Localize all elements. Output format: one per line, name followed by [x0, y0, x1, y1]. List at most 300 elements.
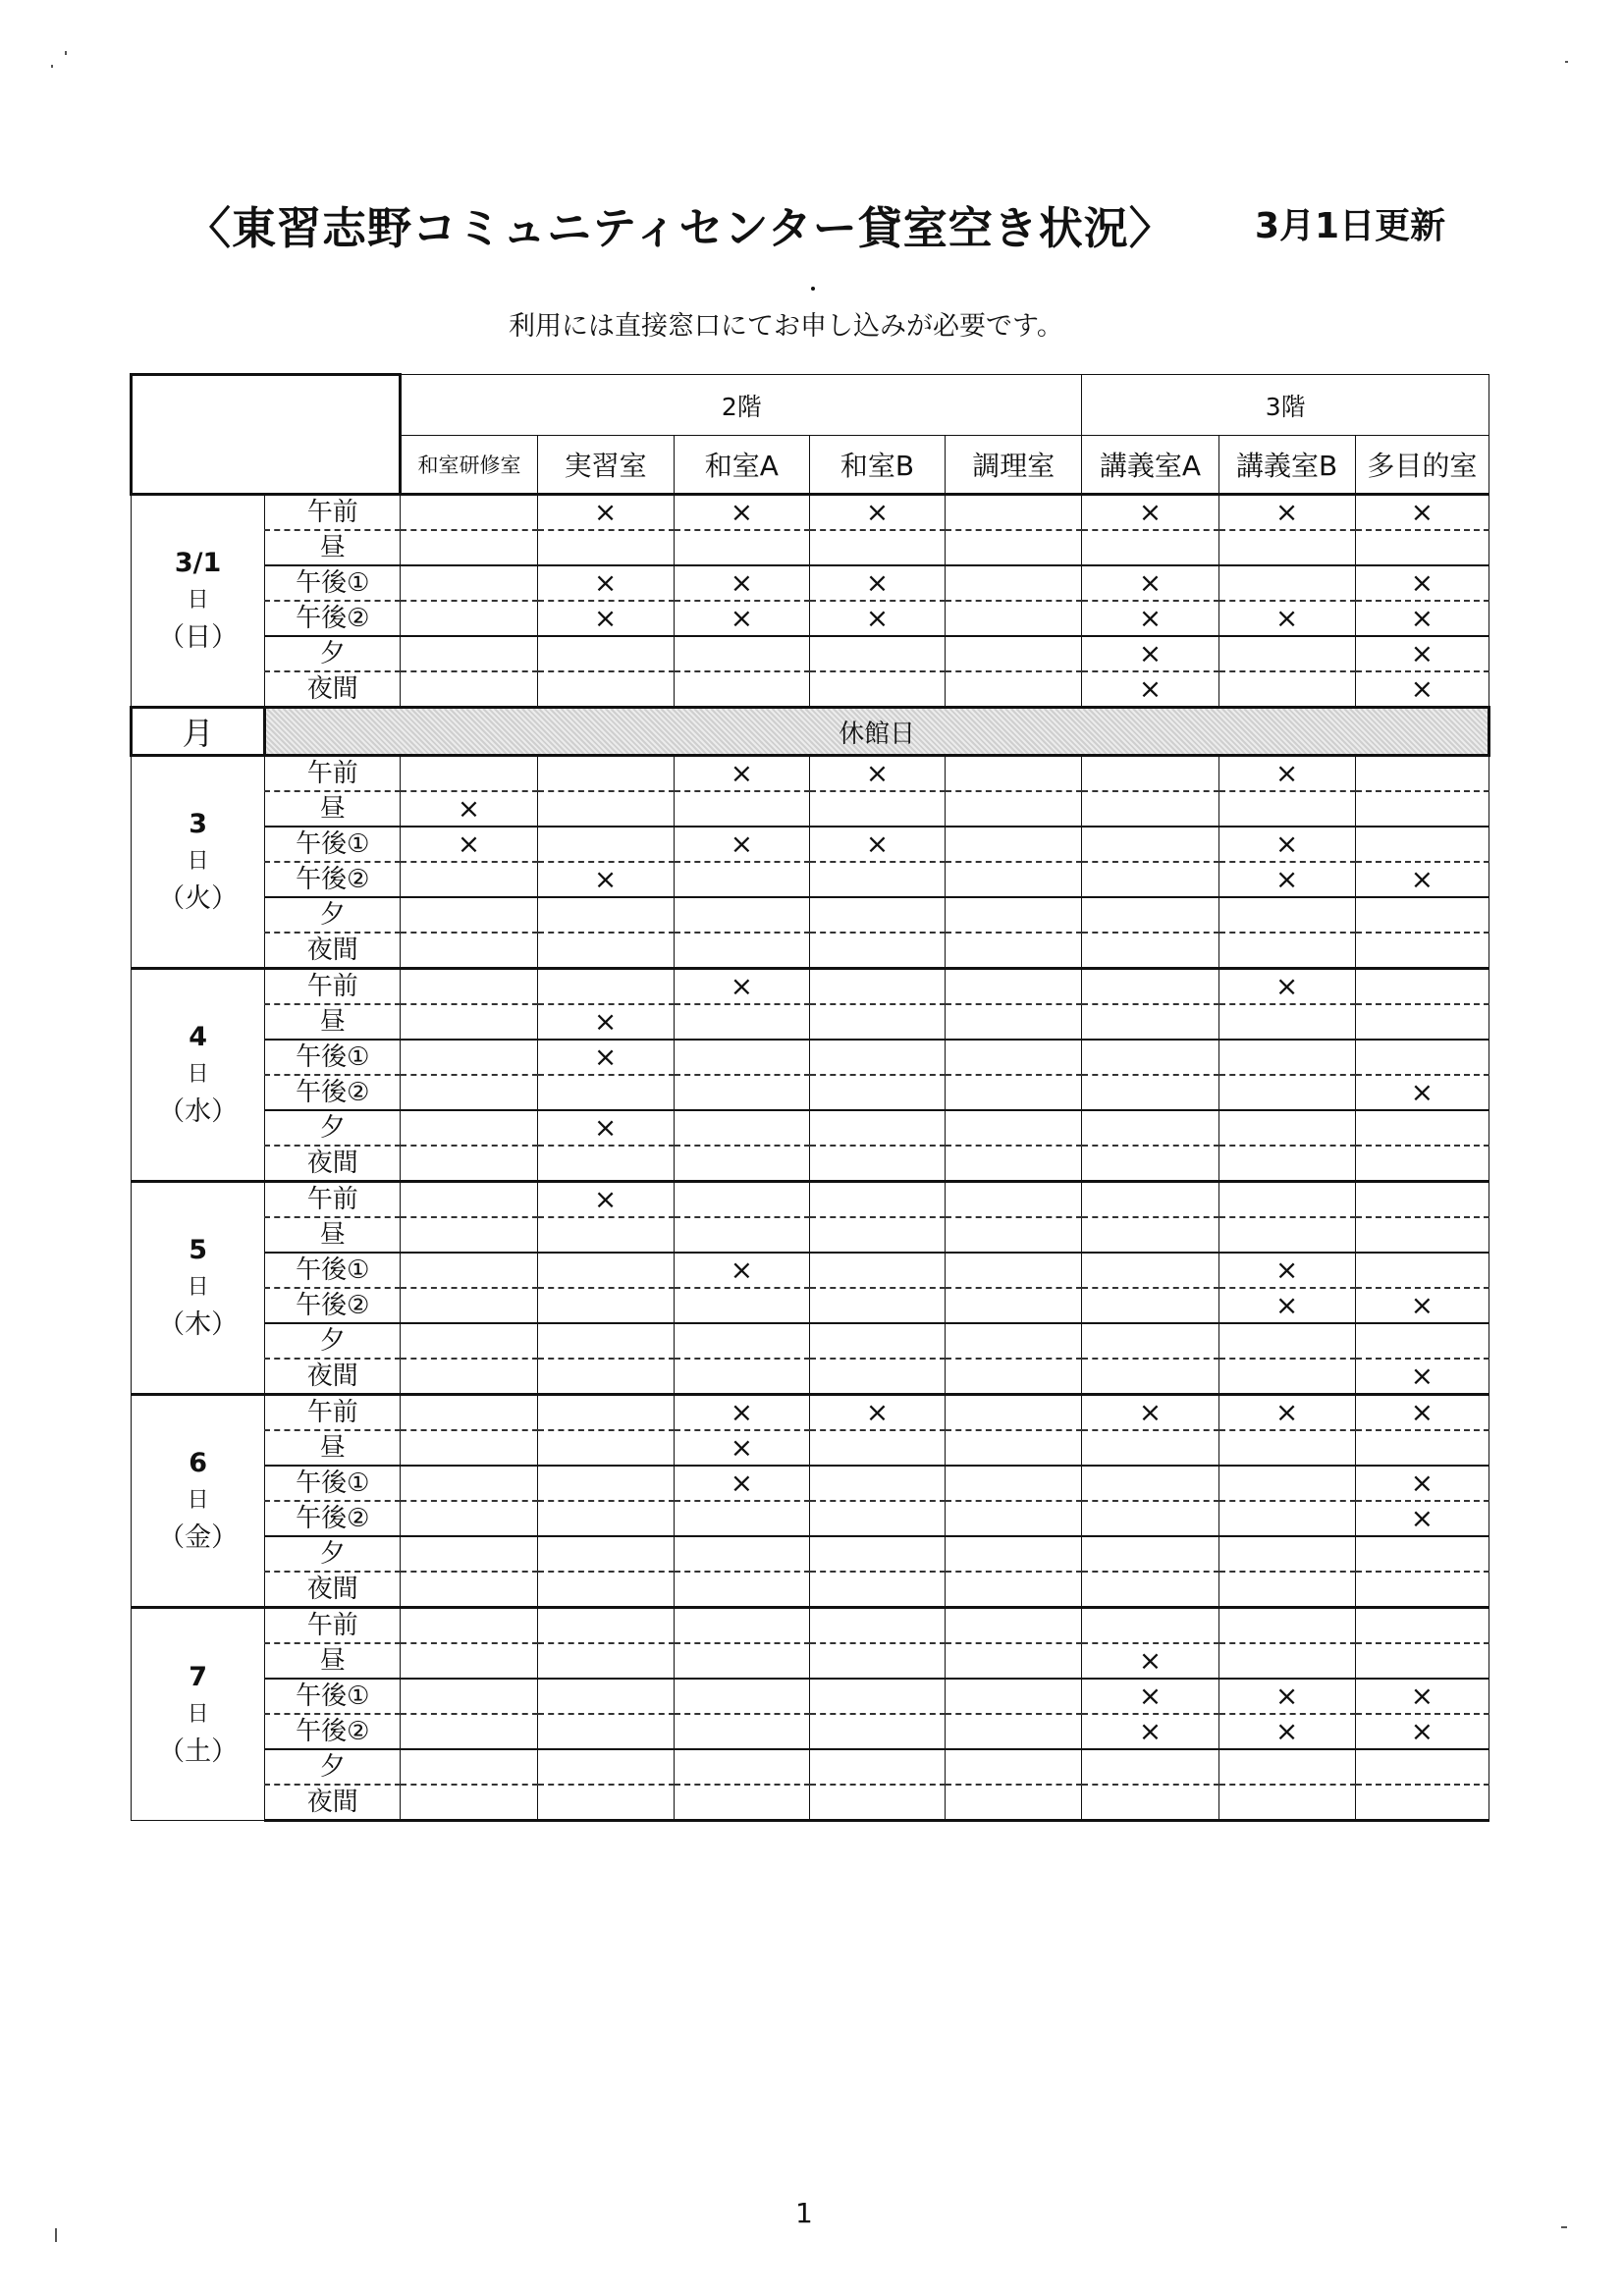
date-date: 3/1	[174, 548, 222, 578]
slot-row	[132, 601, 1489, 636]
availability-cell	[809, 862, 945, 897]
availability-cell: ×	[1218, 969, 1355, 1005]
slot-label: 昼	[265, 1004, 401, 1040]
availability-cell	[674, 933, 809, 969]
date-day-char: 日	[187, 588, 209, 613]
availability-cell: ×	[1082, 1679, 1218, 1714]
availability-cell	[1082, 1572, 1218, 1608]
availability-cell	[1218, 1040, 1355, 1075]
slot-label: 午前	[265, 1608, 401, 1644]
availability-cell: ×	[1218, 1679, 1355, 1714]
slot-label: 夜間	[265, 1146, 401, 1182]
room-header: 和室研修室	[401, 436, 537, 495]
availability-cell	[537, 1536, 674, 1572]
date-day-char: 日	[187, 1062, 209, 1087]
availability-cell	[401, 897, 537, 933]
availability-cell	[809, 1323, 945, 1359]
availability-cell	[1082, 1182, 1218, 1218]
availability-cell	[809, 1217, 945, 1253]
availability-cell: ×	[537, 565, 674, 601]
availability-cell	[946, 1395, 1082, 1431]
availability-cell	[537, 969, 674, 1005]
availability-cell	[946, 1217, 1082, 1253]
day-block	[132, 1182, 1489, 1395]
availability-cell: ×	[1082, 671, 1218, 708]
date-weekday: （火）	[158, 883, 239, 914]
availability-cell	[1082, 1040, 1218, 1075]
availability-cell	[946, 791, 1082, 827]
slot-row	[132, 1323, 1489, 1359]
availability-cell	[809, 791, 945, 827]
availability-cell	[401, 1643, 537, 1679]
date-cell	[132, 969, 265, 1182]
day-block	[132, 756, 1489, 969]
availability-cell	[401, 862, 537, 897]
availability-cell	[401, 1217, 537, 1253]
room-header: 多目的室	[1355, 436, 1489, 495]
slot-row	[132, 1359, 1489, 1395]
availability-cell	[1355, 1182, 1489, 1218]
availability-cell	[401, 1110, 537, 1146]
availability-cell	[401, 756, 537, 792]
availability-cell	[946, 1040, 1082, 1075]
availability-cell	[809, 1785, 945, 1821]
availability-cell	[1218, 530, 1355, 565]
slot-label: 午後②	[265, 1288, 401, 1323]
availability-cell	[1355, 827, 1489, 862]
availability-cell	[674, 1004, 809, 1040]
availability-cell	[1218, 933, 1355, 969]
availability-cell	[1082, 1359, 1218, 1395]
room-header: 講義室B	[1218, 436, 1355, 495]
slot-row	[132, 1004, 1489, 1040]
availability-cell	[674, 636, 809, 671]
stray-dot	[811, 287, 815, 291]
date-weekday: （金）	[158, 1522, 239, 1553]
availability-cell	[674, 1643, 809, 1679]
slot-row	[132, 827, 1489, 862]
date-day-char: 日	[187, 1488, 209, 1513]
slot-label: 夕	[265, 636, 401, 671]
slot-row	[132, 897, 1489, 933]
availability-cell	[674, 1323, 809, 1359]
availability-cell	[1082, 1253, 1218, 1288]
availability-cell	[1082, 1323, 1218, 1359]
availability-cell	[1082, 1536, 1218, 1572]
availability-cell	[809, 1075, 945, 1110]
availability-cell	[401, 1323, 537, 1359]
availability-cell	[809, 1182, 945, 1218]
slot-label: 午前	[265, 1395, 401, 1431]
closed-day-label: 月	[132, 708, 265, 756]
availability-cell	[1218, 1501, 1355, 1536]
slot-row	[132, 1608, 1489, 1644]
availability-cell	[946, 1536, 1082, 1572]
availability-table	[130, 373, 1490, 1822]
availability-cell: ×	[674, 756, 809, 792]
notice-text: 利用には直接窓口にてお申し込みが必要です。	[509, 311, 1063, 342]
availability-cell	[674, 1075, 809, 1110]
availability-cell	[401, 671, 537, 708]
availability-cell	[401, 636, 537, 671]
slot-row	[132, 1217, 1489, 1253]
availability-cell	[1082, 1430, 1218, 1466]
slot-label: 昼	[265, 791, 401, 827]
availability-cell: ×	[1355, 565, 1489, 601]
availability-cell	[401, 495, 537, 531]
availability-cell	[674, 1146, 809, 1182]
availability-cell	[674, 1714, 809, 1749]
slot-label: 午後①	[265, 1253, 401, 1288]
availability-cell	[1082, 933, 1218, 969]
availability-cell	[401, 1785, 537, 1821]
availability-cell	[1218, 897, 1355, 933]
availability-cell	[1082, 1110, 1218, 1146]
availability-cell	[537, 636, 674, 671]
scan-speck	[51, 65, 53, 68]
availability-cell	[809, 1536, 945, 1572]
slot-label: 午前	[265, 1182, 401, 1218]
availability-cell	[1218, 1643, 1355, 1679]
availability-cell	[809, 1466, 945, 1501]
availability-cell	[401, 1253, 537, 1288]
slot-label: 夕	[265, 1536, 401, 1572]
availability-cell	[1082, 791, 1218, 827]
availability-cell	[401, 1288, 537, 1323]
availability-cell	[946, 1146, 1082, 1182]
availability-cell: ×	[1355, 1288, 1489, 1323]
availability-cell	[1082, 1288, 1218, 1323]
availability-cell: ×	[401, 827, 537, 862]
availability-cell	[1218, 1146, 1355, 1182]
slot-row	[132, 1536, 1489, 1572]
scan-speck	[65, 51, 67, 55]
availability-cell	[809, 1004, 945, 1040]
availability-cell	[1218, 1608, 1355, 1644]
availability-cell	[537, 1679, 674, 1714]
slot-row	[132, 969, 1489, 1005]
availability-cell: ×	[1082, 601, 1218, 636]
availability-cell	[401, 1004, 537, 1040]
slot-label: 昼	[265, 530, 401, 565]
availability-cell	[946, 1785, 1082, 1821]
slot-row	[132, 1040, 1489, 1075]
availability-cell	[674, 1608, 809, 1644]
availability-cell: ×	[674, 1395, 809, 1431]
availability-cell	[537, 1430, 674, 1466]
availability-cell	[674, 1217, 809, 1253]
closed-notice: 休館日	[265, 708, 1489, 756]
slot-label: 午後②	[265, 1501, 401, 1536]
availability-cell	[809, 1146, 945, 1182]
slot-row	[132, 1466, 1489, 1501]
availability-cell: ×	[674, 601, 809, 636]
availability-cell	[1355, 969, 1489, 1005]
date-date: 7	[189, 1661, 207, 1692]
availability-cell: ×	[1355, 1679, 1489, 1714]
availability-cell: ×	[1218, 827, 1355, 862]
availability-cell	[1355, 1217, 1489, 1253]
availability-cell	[1082, 756, 1218, 792]
availability-cell	[1218, 1110, 1355, 1146]
availability-cell	[946, 827, 1082, 862]
availability-cell	[674, 1501, 809, 1536]
slot-row	[132, 862, 1489, 897]
availability-cell: ×	[809, 827, 945, 862]
availability-cell	[401, 1075, 537, 1110]
corner-cell	[132, 375, 401, 495]
availability-cell: ×	[1355, 601, 1489, 636]
availability-cell	[674, 1785, 809, 1821]
availability-cell	[946, 933, 1082, 969]
availability-cell	[946, 495, 1082, 531]
availability-cell	[946, 1643, 1082, 1679]
availability-cell: ×	[537, 1040, 674, 1075]
availability-cell	[537, 827, 674, 862]
availability-cell: ×	[809, 565, 945, 601]
availability-cell	[946, 1110, 1082, 1146]
availability-cell: ×	[1355, 1714, 1489, 1749]
availability-cell	[1218, 1536, 1355, 1572]
slot-label: 夜間	[265, 1359, 401, 1395]
slot-label: 午後②	[265, 1075, 401, 1110]
availability-cell	[946, 862, 1082, 897]
availability-cell	[537, 1253, 674, 1288]
availability-cell	[809, 1714, 945, 1749]
availability-cell	[809, 1359, 945, 1395]
availability-cell	[401, 1608, 537, 1644]
slot-row	[132, 565, 1489, 601]
availability-cell	[1218, 636, 1355, 671]
room-header: 調理室	[946, 436, 1082, 495]
availability-cell	[946, 1323, 1082, 1359]
availability-cell	[401, 1395, 537, 1431]
availability-cell	[674, 1288, 809, 1323]
slot-label: 午前	[265, 495, 401, 531]
availability-cell	[809, 1572, 945, 1608]
availability-cell	[1218, 1572, 1355, 1608]
availability-cell	[946, 1359, 1082, 1395]
slot-label: 昼	[265, 1217, 401, 1253]
availability-cell: ×	[537, 1182, 674, 1218]
availability-cell	[537, 1146, 674, 1182]
availability-cell	[1355, 1536, 1489, 1572]
availability-cell: ×	[537, 862, 674, 897]
availability-cell: ×	[1355, 495, 1489, 531]
slot-row	[132, 1572, 1489, 1608]
availability-cell	[809, 671, 945, 708]
availability-cell	[809, 636, 945, 671]
availability-cell	[537, 933, 674, 969]
availability-cell	[1355, 791, 1489, 827]
slot-row	[132, 530, 1489, 565]
availability-cell	[1082, 1785, 1218, 1821]
availability-cell	[1355, 1643, 1489, 1679]
date-cell	[132, 1608, 265, 1821]
availability-cell	[809, 1679, 945, 1714]
date-day-char: 日	[187, 1275, 209, 1300]
room-header: 和室A	[674, 436, 809, 495]
availability-cell	[809, 1643, 945, 1679]
availability-cell	[537, 1288, 674, 1323]
availability-cell	[1218, 791, 1355, 827]
availability-cell	[1082, 1466, 1218, 1501]
availability-cell	[1355, 1110, 1489, 1146]
slot-row	[132, 1643, 1489, 1679]
availability-cell: ×	[809, 1395, 945, 1431]
availability-cell: ×	[809, 756, 945, 792]
availability-cell: ×	[1355, 1501, 1489, 1536]
availability-cell	[674, 530, 809, 565]
availability-cell	[674, 862, 809, 897]
availability-cell	[1355, 530, 1489, 565]
availability-cell	[1218, 1359, 1355, 1395]
availability-cell	[674, 1359, 809, 1395]
availability-cell	[946, 756, 1082, 792]
availability-cell: ×	[1082, 1714, 1218, 1749]
availability-cell	[809, 1110, 945, 1146]
availability-cell	[809, 933, 945, 969]
availability-cell: ×	[1355, 1395, 1489, 1431]
slot-label: 午後①	[265, 1040, 401, 1075]
availability-cell	[946, 565, 1082, 601]
availability-cell	[674, 1536, 809, 1572]
slot-label: 午後①	[265, 1679, 401, 1714]
availability-cell	[1082, 897, 1218, 933]
availability-cell	[946, 1466, 1082, 1501]
availability-cell: ×	[1355, 1466, 1489, 1501]
slot-label: 夕	[265, 1110, 401, 1146]
slot-row	[132, 1749, 1489, 1785]
availability-cell: ×	[1218, 495, 1355, 531]
availability-cell	[401, 1466, 537, 1501]
slot-label: 午後①	[265, 1466, 401, 1501]
closed-row	[132, 708, 1489, 756]
availability-cell	[946, 1608, 1082, 1644]
availability-cell	[946, 1253, 1082, 1288]
availability-cell	[946, 1572, 1082, 1608]
availability-cell	[537, 791, 674, 827]
availability-cell	[1218, 1004, 1355, 1040]
availability-cell	[1082, 1004, 1218, 1040]
availability-cell	[946, 1075, 1082, 1110]
availability-cell	[537, 1643, 674, 1679]
availability-cell	[401, 601, 537, 636]
availability-cell	[1355, 933, 1489, 969]
availability-cell	[946, 671, 1082, 708]
date-weekday: （水）	[158, 1096, 239, 1127]
scan-speck	[1565, 61, 1568, 63]
slot-label: 夕	[265, 1749, 401, 1785]
availability-cell	[1218, 1466, 1355, 1501]
slot-label: 夜間	[265, 1572, 401, 1608]
availability-cell	[946, 1430, 1082, 1466]
availability-cell: ×	[1218, 756, 1355, 792]
slot-label: 夕	[265, 897, 401, 933]
availability-cell: ×	[1218, 1714, 1355, 1749]
updated-date: 3月1日更新	[1255, 206, 1446, 246]
availability-cell	[1218, 1430, 1355, 1466]
availability-cell	[1355, 1430, 1489, 1466]
availability-cell: ×	[1355, 671, 1489, 708]
availability-cell	[946, 530, 1082, 565]
slot-row	[132, 1146, 1489, 1182]
availability-cell: ×	[1355, 1359, 1489, 1395]
availability-cell	[537, 671, 674, 708]
floor-header-3f: 3階	[1082, 375, 1489, 436]
availability-cell	[1355, 1040, 1489, 1075]
slot-row	[132, 636, 1489, 671]
availability-cell	[1355, 1749, 1489, 1785]
availability-cell	[537, 897, 674, 933]
availability-cell	[401, 1501, 537, 1536]
availability-cell	[946, 1714, 1082, 1749]
slot-label: 夜間	[265, 1785, 401, 1821]
availability-cell	[946, 636, 1082, 671]
availability-cell	[537, 1572, 674, 1608]
date-weekday: （土）	[158, 1735, 239, 1767]
date-date: 5	[189, 1235, 207, 1265]
availability-cell	[1082, 1749, 1218, 1785]
availability-cell	[674, 897, 809, 933]
availability-cell	[1218, 1749, 1355, 1785]
availability-cell	[1355, 756, 1489, 792]
availability-cell: ×	[1355, 636, 1489, 671]
slot-row	[132, 756, 1489, 792]
availability-cell: ×	[1082, 565, 1218, 601]
date-weekday: （木）	[158, 1309, 239, 1340]
slot-label: 夜間	[265, 671, 401, 708]
availability-cell: ×	[537, 601, 674, 636]
availability-cell	[1218, 1785, 1355, 1821]
availability-cell	[1218, 1075, 1355, 1110]
slot-label: 午後①	[265, 827, 401, 862]
availability-cell: ×	[674, 565, 809, 601]
page-number: 1	[795, 2197, 813, 2229]
availability-cell: ×	[537, 1110, 674, 1146]
scan-speck	[55, 2228, 57, 2242]
availability-cell: ×	[1082, 636, 1218, 671]
date-cell	[132, 1395, 265, 1608]
date-cell	[132, 1182, 265, 1395]
availability-cell	[1082, 1217, 1218, 1253]
availability-cell	[1082, 969, 1218, 1005]
availability-cell	[809, 1040, 945, 1075]
availability-cell	[674, 671, 809, 708]
slot-label: 午後②	[265, 1714, 401, 1749]
availability-cell	[537, 1714, 674, 1749]
availability-cell: ×	[809, 495, 945, 531]
slot-row	[132, 1395, 1489, 1431]
slot-label: 午後①	[265, 565, 401, 601]
availability-cell	[537, 530, 674, 565]
availability-cell	[537, 1749, 674, 1785]
availability-cell	[946, 1288, 1082, 1323]
availability-cell: ×	[674, 1466, 809, 1501]
availability-cell: ×	[1218, 1395, 1355, 1431]
availability-cell	[401, 565, 537, 601]
slot-row	[132, 495, 1489, 531]
slot-row	[132, 1110, 1489, 1146]
availability-cell	[1218, 1182, 1355, 1218]
availability-cell	[1218, 565, 1355, 601]
availability-cell	[401, 530, 537, 565]
availability-cell	[537, 1323, 674, 1359]
availability-cell	[537, 756, 674, 792]
availability-cell: ×	[1082, 1395, 1218, 1431]
availability-cell	[1355, 1004, 1489, 1040]
availability-cell	[401, 1146, 537, 1182]
